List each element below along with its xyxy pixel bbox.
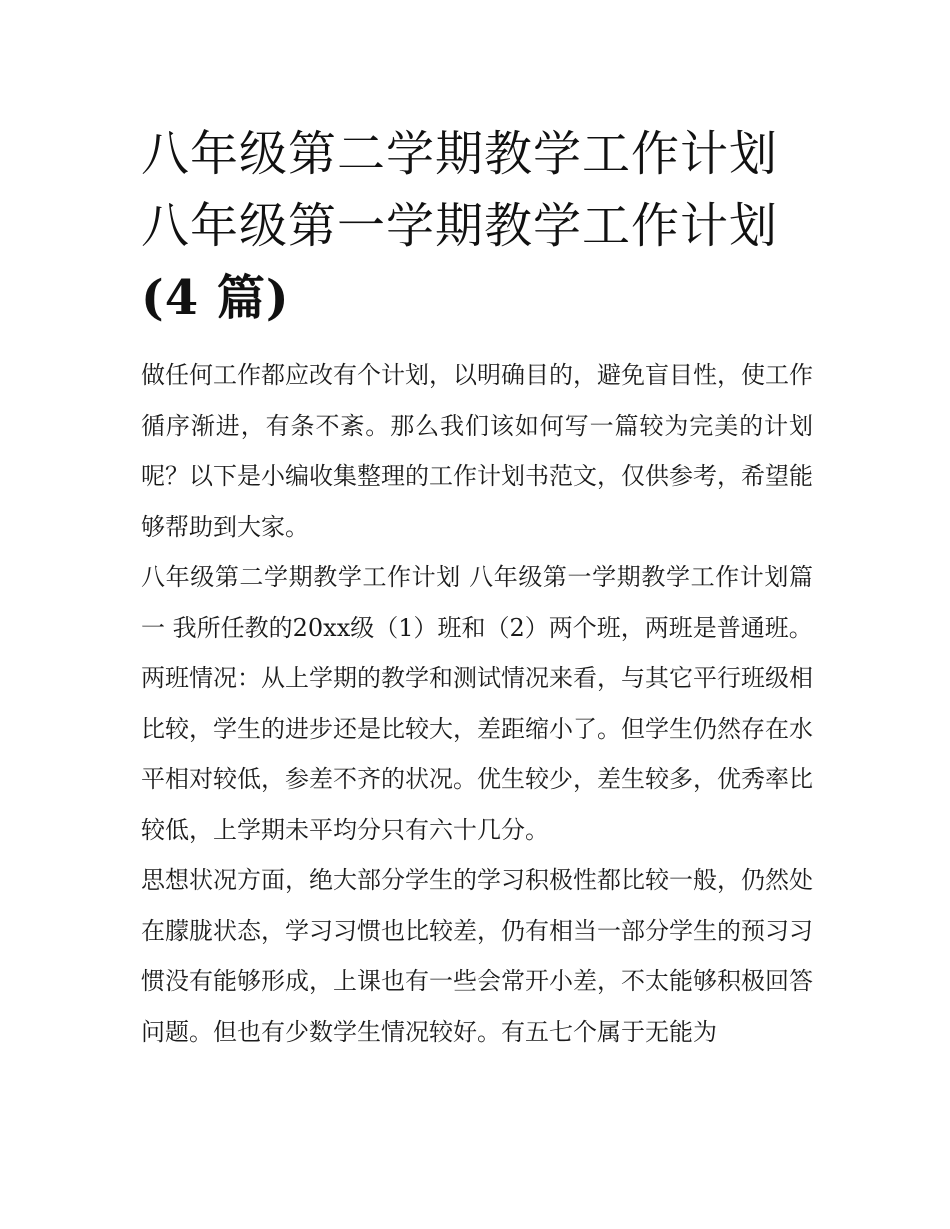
intro-paragraph: 做任何工作都应改有个计划，以明确目的，避免盲目性，使工作循序渐进，有条不紊。那么我们该如何写一篇较为完美的计划呢？以下是小编收集整理的工作计划书范文，仅供参考，希望能够帮助到大家。 [141, 361, 813, 541]
title-line-1: 八年级第二学期教学工作计划 [141, 126, 779, 182]
class-situation-paragraph: 两班情况：从上学期的教学和测试情况来看，与其它平行班级相比较，学生的进步还是比较大，差距缩小了。但学生仍然存在水平相对较低，参差不齐的状况。优生较少，差生较多，优秀率比较低，上学期未平均分只有六十几分。 [141, 664, 813, 844]
title-line-3: (4 篇) [141, 270, 290, 326]
class-overview-paragraph: 八年级第二学期教学工作计划 八年级第一学期教学工作计划篇一 我所任教的20xx级（1）班和（2）两个班，两班是普通班。 [141, 563, 813, 642]
document-body [141, 118, 813, 1057]
document-title [141, 118, 813, 334]
title-line-2: 八年级第一学期教学工作计划 [141, 198, 779, 254]
thinking-status-paragraph: 思想状况方面，绝大部分学生的学习积极性都比较一般，仍然处在朦胧状态，学习习惯也比较差，仍有相当一部分学生的预习习惯没有能够形成，上课也有一些会常开小差，不太能够积极回答问题。但也有少数学生情况较好。有五七个属于无能为 [141, 866, 813, 1046]
